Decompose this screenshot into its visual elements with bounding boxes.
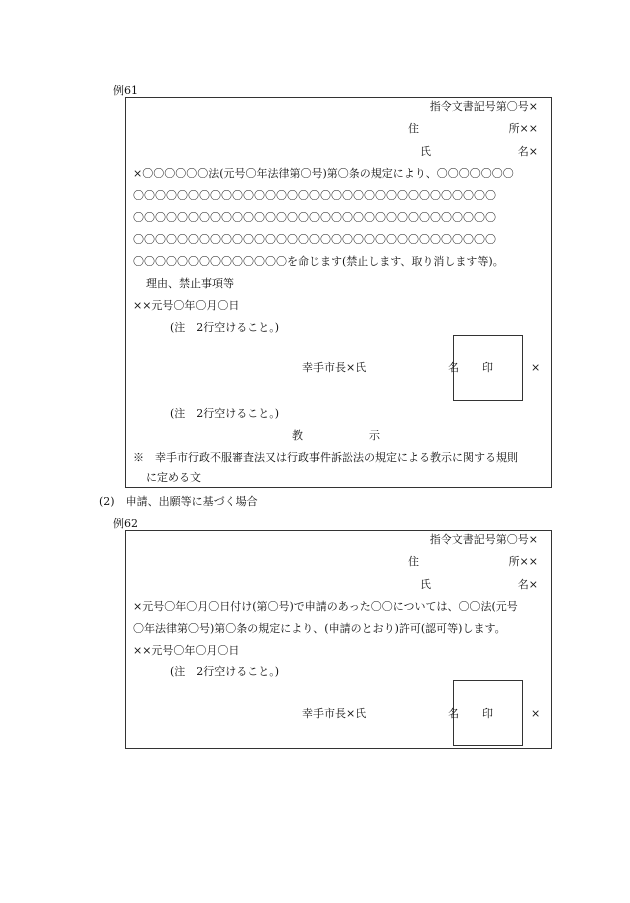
trailing-mark: × [531,361,541,374]
blank-line-note: (注 2行空けること。) [170,665,280,678]
date-line: ××元号〇年〇月〇日 [133,644,240,657]
doc-number: 指令文書記号第〇号× [429,100,538,113]
body-line: ×元号〇年〇月〇日付け(第〇号)で申請のあった〇〇については、〇〇法(元号 [133,600,518,613]
doc-number: 指令文書記号第〇号× [429,533,538,546]
body-line: 〇〇〇〇〇〇〇〇〇〇〇〇〇〇を命じます(禁止します、取り消します等)。 [133,255,504,268]
body-line: 〇年法律第〇号)第〇条の規定により、(申請のとおり)許可(認可等)します。 [133,622,506,635]
reason-line: 理由、禁止事項等 [146,277,234,290]
seal-mark-label: 印 [482,361,493,374]
body-line: 〇〇〇〇〇〇〇〇〇〇〇〇〇〇〇〇〇〇〇〇〇〇〇〇〇〇〇〇〇〇〇〇〇 [133,233,496,246]
seal-name-label: 名 [448,707,459,720]
blank-line-note: (注 2行空けること。) [170,407,280,420]
instruction-heading-right: 示 [369,429,380,442]
body-line: ×〇〇〇〇〇〇法(元号〇年法律第〇号)第〇条の規定により、〇〇〇〇〇〇〇 [133,167,514,180]
example-61-label: 例61 [113,84,138,97]
address-label-left: 住 [408,555,419,568]
mayor-name: 幸手市長×氏 [302,707,367,720]
address-label-right: 所×× [508,122,538,135]
seal-name-label: 名 [448,361,459,374]
seal-mark-label: 印 [482,707,493,720]
instruction-heading-left: 教 [292,429,303,442]
body-line: 〇〇〇〇〇〇〇〇〇〇〇〇〇〇〇〇〇〇〇〇〇〇〇〇〇〇〇〇〇〇〇〇〇 [133,189,496,202]
mayor-name: 幸手市長×氏 [302,361,367,374]
name-label-left: 氏 [420,145,431,158]
blank-line-note: (注 2行空けること。) [170,321,280,334]
footnote-line: に定める文 [146,471,201,484]
footnote-line: ※ 幸手市行政不服審査法又は行政事件訴訟法の規定による教示に関する規則 [133,451,518,464]
address-label-left: 住 [408,122,419,135]
date-line: ××元号〇年〇月〇日 [133,299,240,312]
name-label-left: 氏 [420,578,431,591]
name-label-right: 名× [517,145,538,158]
section-heading: (2) 申請、出願等に基づく場合 [99,495,258,508]
example-62-label: 例62 [113,517,138,530]
name-label-right: 名× [517,578,538,591]
address-label-right: 所×× [508,555,538,568]
body-line: 〇〇〇〇〇〇〇〇〇〇〇〇〇〇〇〇〇〇〇〇〇〇〇〇〇〇〇〇〇〇〇〇〇 [133,211,496,224]
trailing-mark: × [531,707,541,720]
